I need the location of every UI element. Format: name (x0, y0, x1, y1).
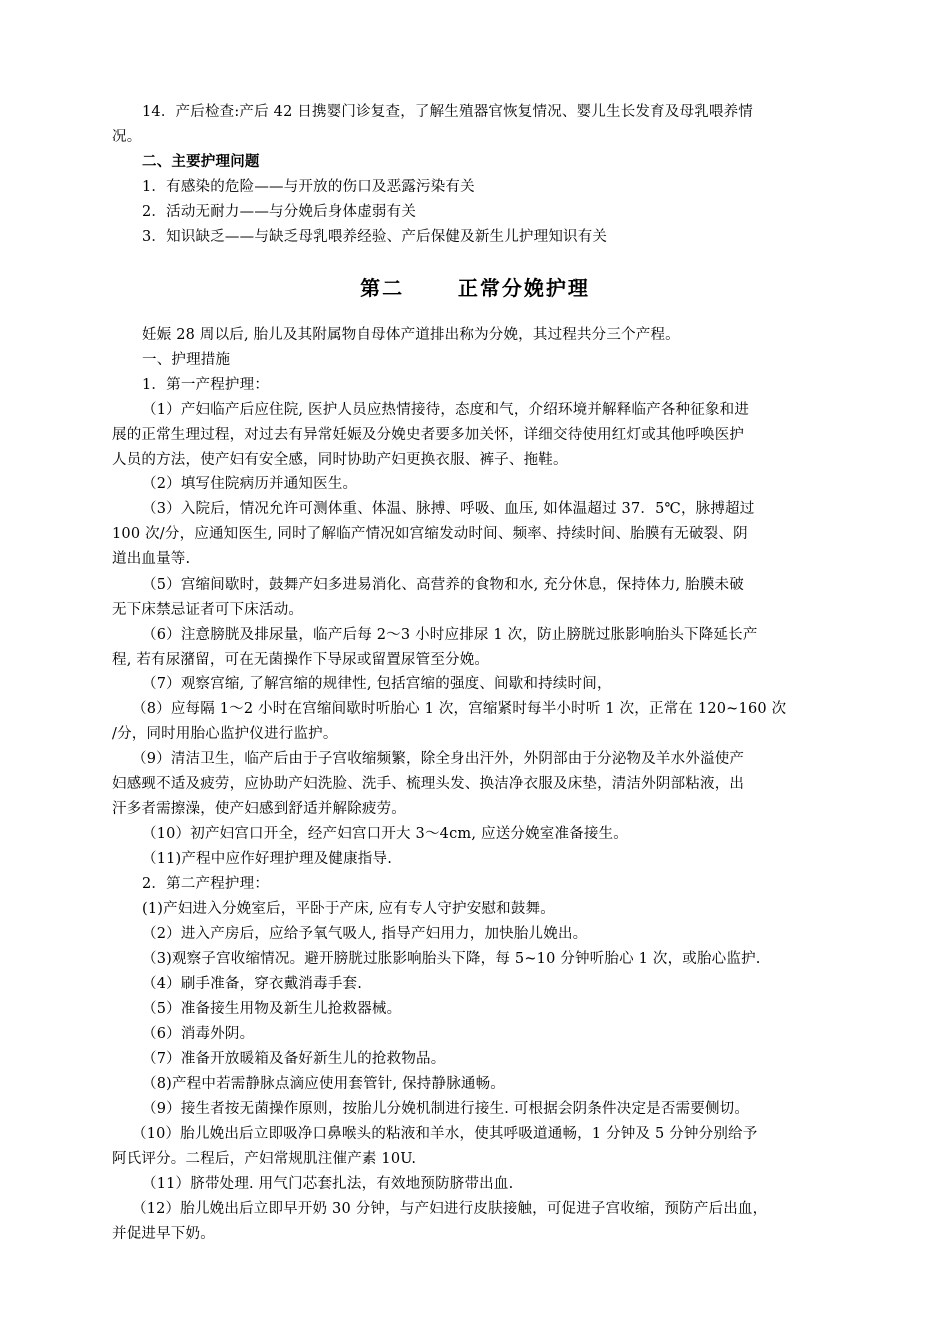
text-line: （8）应每隔 1～2 小时在宫缩间歇时听胎心 1 次，宫缩紧时每半小时听 1 次，正常在 120~160 次 (132, 701, 787, 717)
text-line: 14．产后检查:产后 42 日携婴门诊复查，了解生殖器官恢复情况、婴儿生长发育及母乳喂养情 (142, 104, 754, 120)
text-line: 汗多者需擦澡，使产妇感到舒适并解除疲劳。 (112, 801, 406, 817)
text-line: 2．活动无耐力——与分娩后身体虚弱有关 (142, 204, 417, 220)
text-line: 展的正常生理过程，对过去有异常妊娠及分娩史者要多加关怀，详细交待使用红灯或其他呼唤医护 (112, 427, 745, 443)
text-line: （3)观察子宫收缩情况。避开膀胱过胀影响胎头下降，每 5~10 分钟听胎心 1 次，或胎心监护. (142, 951, 761, 967)
text-line: （2）进入产房后，应给予氧气吸人, 指导产妇用力，加快胎儿娩出。 (142, 926, 588, 942)
text-line: 3．知识缺乏——与缺乏母乳喂养经验、产后保健及新生儿护理知识有关 (142, 229, 608, 245)
text-line: 阿氏评分。二程后，产妇常规肌注催产素 10U. (112, 1151, 417, 1167)
text-line: （1）产妇临产后应住院, 医护人员应热情接待，态度和气，介绍环境并解释临产各种征象和进 (142, 402, 750, 418)
text-line: 1．第一产程护理： (142, 377, 270, 393)
text-line: 妇感觋不适及疲劳，应协助产妇洗脸、洗手、梳理头发、换洁净衣服及床垫，清洁外阴部粘液，出 (112, 776, 745, 792)
chapter-title: 第二 正常分娩护理 (360, 276, 590, 300)
text-line: （6）注意膀胱及排尿量，临产后每 2～3 小时应排尿 1 次，防止膀胱过胀影响胎头下降延长产 (142, 627, 758, 643)
text-line: （4）刷手准备，穿衣戴消毒手套. (142, 976, 363, 992)
text-line: （2）填写住院病历并通知医生。 (142, 476, 358, 492)
text-line: 无下床禁忌证者可下床活动。 (112, 602, 304, 618)
text-line: 人员的方法，使产妇有安全感，同时协助产妇更换衣服、裤子、拖鞋。 (112, 452, 568, 468)
text-line: （6）消毒外阴。 (142, 1026, 255, 1042)
text-line: 并促进早下奶。 (112, 1226, 215, 1242)
text-line: 况。 (112, 129, 142, 145)
text-line: （8)产程中若需静脉点滴应使用套管针, 保持静脉通畅。 (142, 1076, 505, 1092)
text-line: （7）观察宫缩, 了解宫缩的规律性, 包括宫缩的强度、间歇和持续时间， (142, 676, 612, 692)
text-line: 妊娠 28 周以后, 胎儿及其附属物自母体产道排出称为分娩，其过程共分三个产程。 (142, 327, 680, 343)
text-line: （9）接生者按无菌操作原则，按胎儿分娩机制进行接生. 可根据会阴条件决定是否需要侧切。 (142, 1101, 750, 1117)
text-line: /分，同时用胎心监护仪进行监护。 (112, 726, 338, 742)
text-line: （11)产程中应作好理护理及健康指导. (142, 851, 393, 867)
text-line: （5）准备接生用物及新生儿抢救器械。 (142, 1001, 402, 1017)
section-heading: 2．第二产程护理： (142, 876, 270, 892)
text-line: （3）入院后，情况允许可测体重、体温、脉搏、呼吸、血压, 如体温超过 37．5℃，脉搏超过 (142, 501, 755, 517)
text-line: （5）宫缩间歇时，鼓舞产妇多进易消化、高营养的食物和水, 充分休息，保持体力, 胎膜未破 (142, 577, 744, 593)
text-line: （12）胎儿娩出后立即早开奶 30 分钟，与产妇进行皮肤接触，可促进子宫收缩，预防产后出血， (132, 1201, 768, 1217)
text-line: （9）清洁卫生，临产后由于子宫收缩频繁，除全身出汗外，外阴部由于分泌物及羊水外溢使产 (132, 751, 745, 767)
text-line: （11）脐带处理. 用气门芯套扎法，有效地预防脐带出血. (142, 1176, 514, 1192)
text-line: （10）胎儿娩出后立即吸净口鼻喉头的粘液和羊水，使其呼吸道通畅，1 分钟及 5 分钟分别给予 (132, 1126, 758, 1142)
text-line: （7）准备开放暖箱及备好新生儿的抢救物品。 (142, 1051, 446, 1067)
text-line: 100 次/分，应通知医生, 同时了解临产情况如宫缩发动时间、频率、持续时间、胎膜有无破裂、阴 (112, 526, 748, 542)
text-line: （10）初产妇宫口开全，经产妇宫口开大 3～4cm, 应送分娩室准备接生。 (142, 826, 628, 842)
text-line: 道出血量等. (112, 551, 191, 567)
section-heading: 一、护理措施 (142, 352, 231, 368)
text-line: 程, 若有尿潴留，可在无菌操作下导尿或留置尿管至分娩。 (112, 652, 490, 668)
text-line: (1)产妇进入分娩室后，平卧于产床, 应有专人守护安慰和鼓舞。 (142, 901, 555, 917)
text-line: 1．有感染的危险——与开放的伤口及恶露污染有关 (142, 179, 475, 195)
section-heading: 二、主要护理问题 (142, 153, 260, 170)
